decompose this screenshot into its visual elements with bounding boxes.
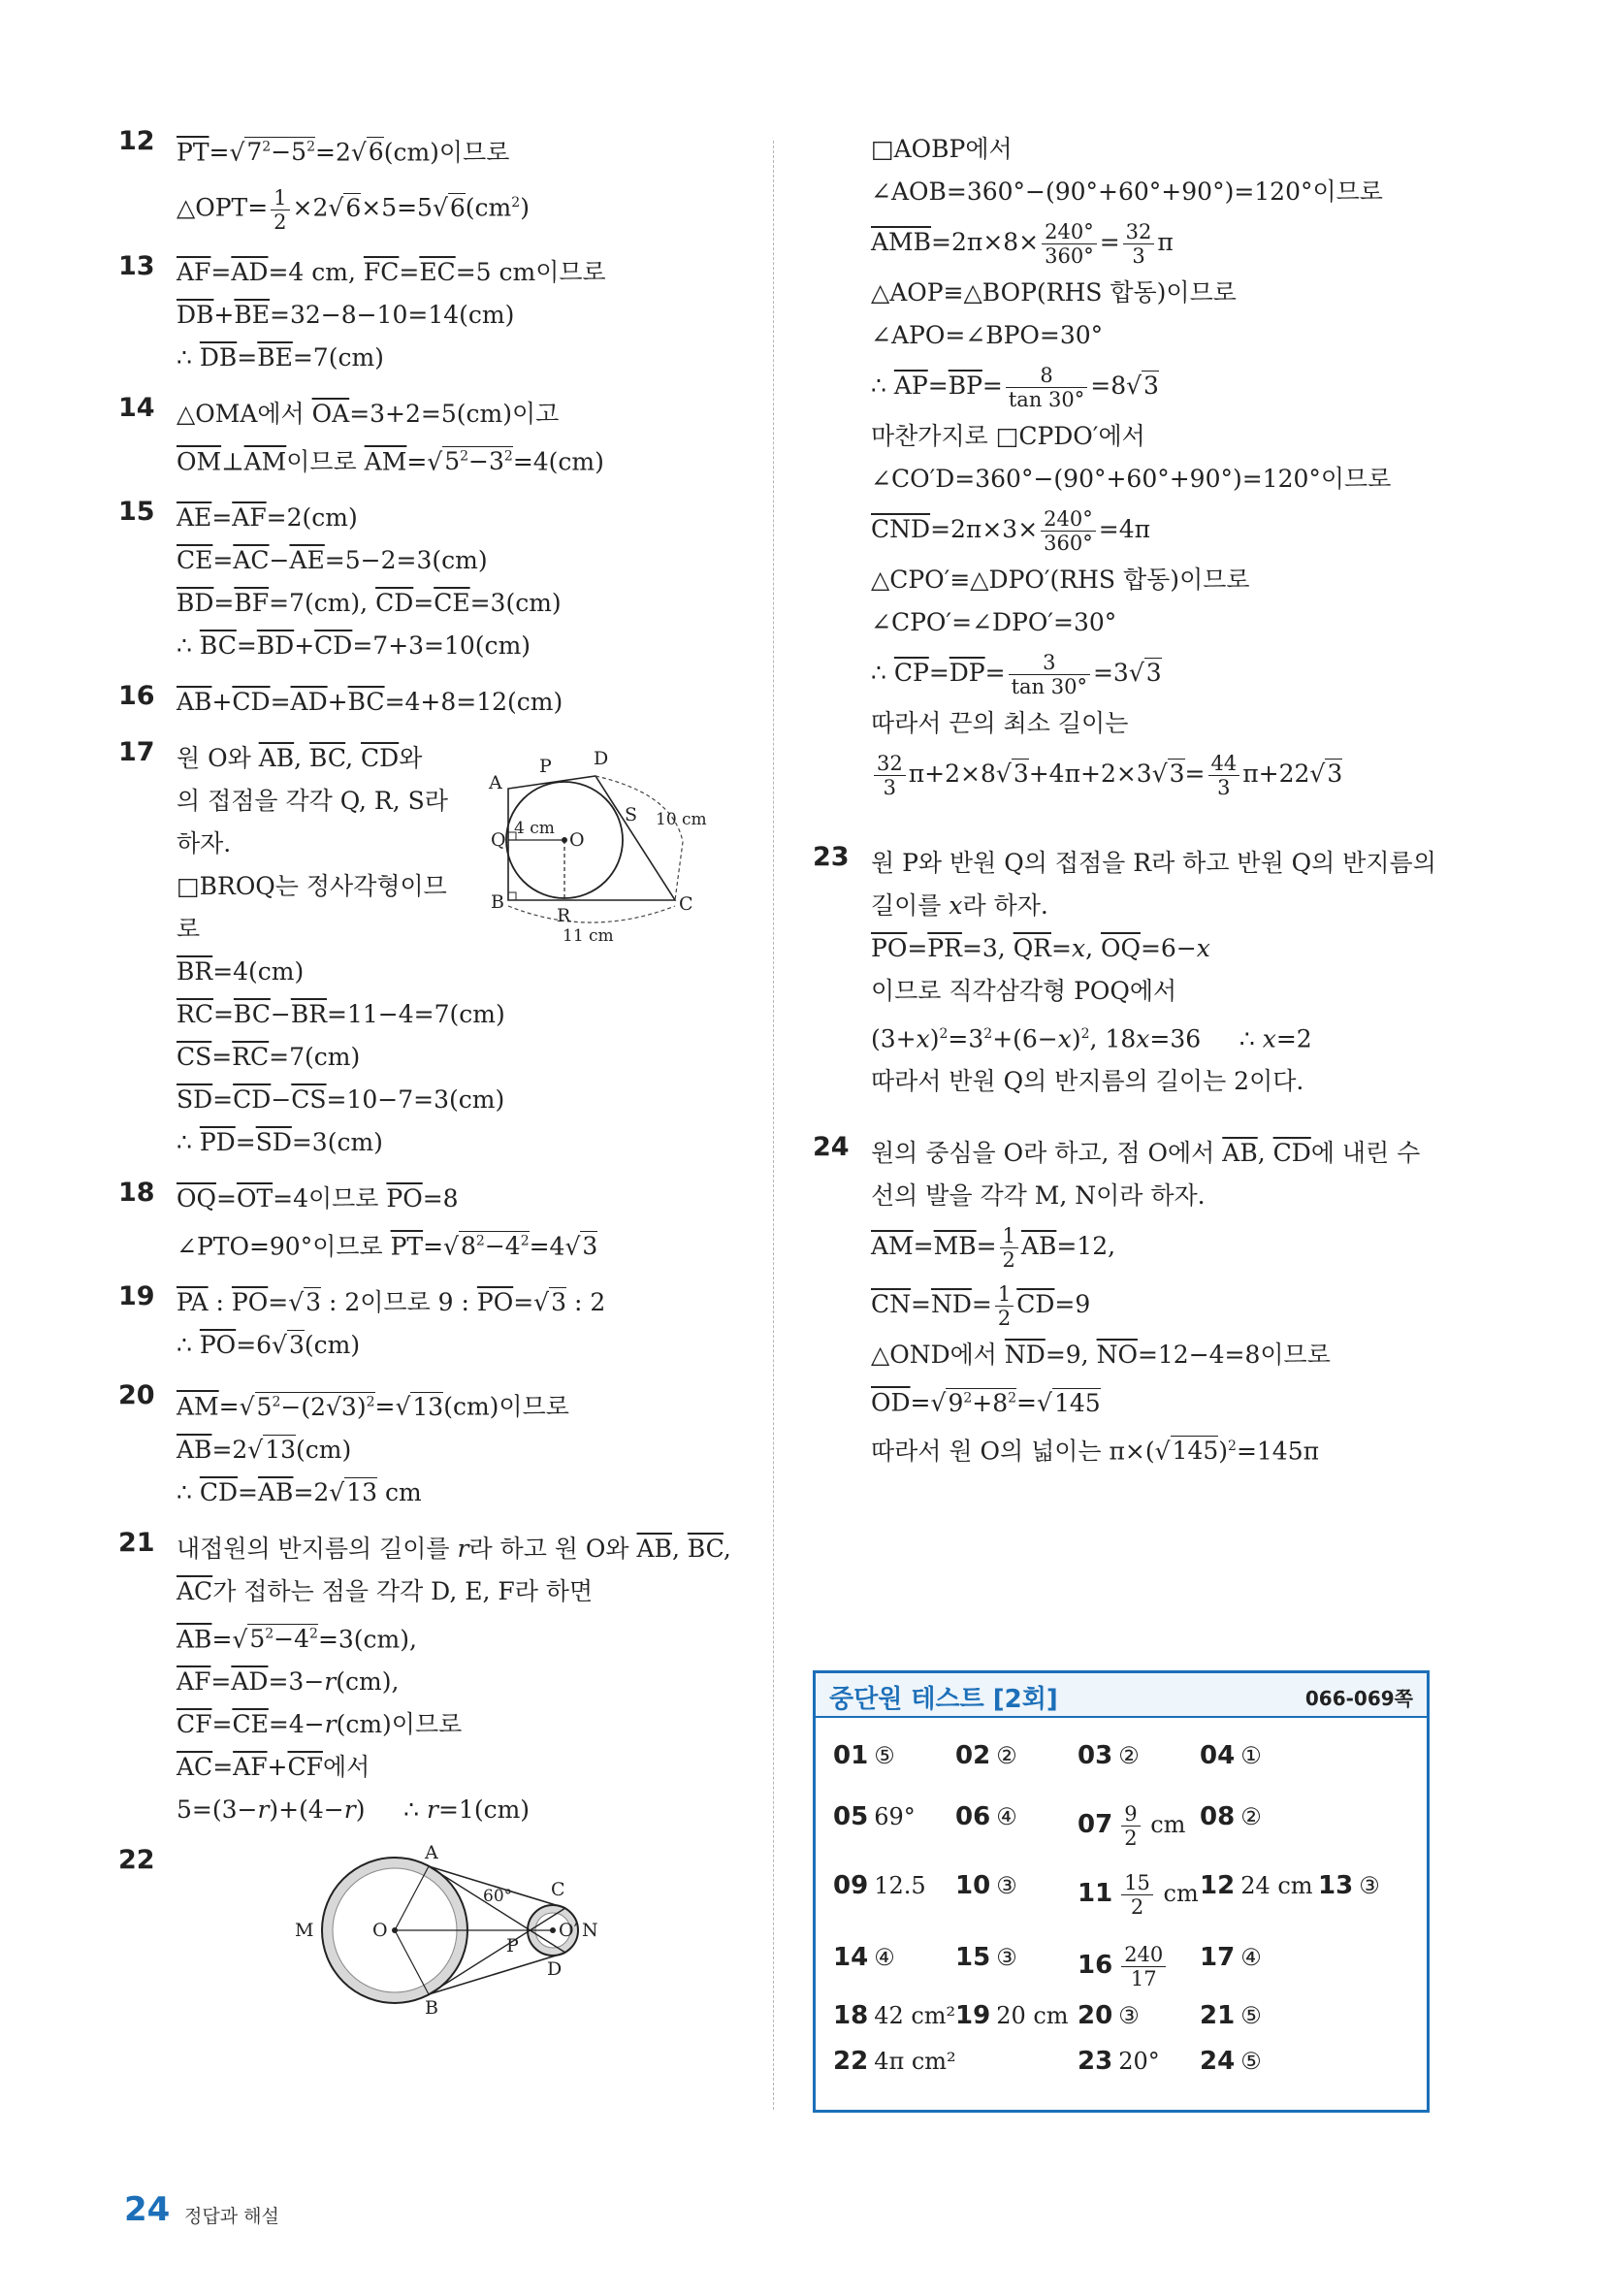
solution-line: ∴ $\overline{PD}=\overline{SD}=3(cm)$ [177, 1127, 383, 1156]
solution-line: ∴ $\overline{CP}=\overline{DP}=$ $\frac{3}{\tan 30^\circ}$ =3√3 [871, 651, 1162, 698]
solution-line: △OMA에서 $\overline{OA}=3+2=5(cm)$이고 [177, 399, 560, 428]
fig-label-d: D [547, 1957, 563, 1980]
fig-label-m: M [295, 1919, 314, 1941]
answer-number: 19 [955, 2001, 991, 2030]
solution-line: $(3+x)^2=3^2+(6-x)^2$, 18x=36 ∴ x=2 [871, 1024, 1312, 1053]
answer-item [955, 1802, 1017, 1831]
solution-line: $\overline{AM}=\overline{MB}=$ $\frac{1}{2}$ $\overline{AB}=12$, [871, 1224, 1116, 1273]
answer-number: 14 [833, 1943, 869, 1972]
solution-line: $\overline{PO}=\overline{PR}=3$, $\overline{QR}=x$, $\overline{OQ}=6-x$ [871, 934, 1210, 962]
fig-label-o-prime: O′ [559, 1919, 578, 1941]
answer-item [1078, 2001, 1140, 2030]
answer-number: 07 [1078, 1810, 1113, 1839]
problem-number: 14 [118, 392, 155, 423]
solution-line: $\overline{AC}$가 접하는 점을 각각 D, E, F라 하면 [177, 1576, 594, 1605]
solution-line: $\overline{AE}=\overline{AF}=2(cm)$ [177, 502, 358, 532]
answer-number: 13 [1318, 1871, 1354, 1900]
fig-label-s: S [625, 803, 638, 825]
problem-number: 19 [118, 1281, 155, 1312]
problem-number: 24 [813, 1132, 850, 1163]
fig-label-b: B [425, 1996, 438, 2019]
answer-number: 11 [1078, 1879, 1113, 1908]
test-title: 중단원 테스트 [2회] [829, 1685, 1058, 1714]
answer-item [1078, 1871, 1199, 1919]
solution-line: $\overline{RC}=\overline{BC}-\overline{BR}=11-4=7(cm)$ [177, 999, 505, 1028]
solution-line: $\overline{CE}=\overline{AC}-\overline{AE}=5-2=3(cm)$ [177, 545, 488, 574]
answer-number: 05 [833, 1802, 869, 1831]
answer-number: 03 [1078, 1741, 1113, 1770]
fig-label-q: Q [491, 828, 506, 851]
solution-22 [118, 1841, 739, 2020]
problem-number: 22 [118, 1844, 155, 1875]
answer-item [1200, 1802, 1262, 1831]
fig-label-o: O [372, 1919, 388, 1941]
solution-line: 따라서 반원 Q의 반지름의 길이는 2이다. [871, 1067, 1304, 1096]
fig-label-base: 11 cm [563, 925, 614, 946]
answer-value: ⑤ [874, 1742, 895, 1769]
fig-label-p: P [539, 755, 552, 777]
solution-line: 로 [177, 914, 201, 943]
problem-number: 16 [118, 680, 155, 711]
answer-number: 17 [1200, 1943, 1236, 1972]
solution-line: $\overline{AF}=\overline{AD}=4$ cm, $\overline{FC}=\overline{EC}=5$ cm이므로 [177, 257, 606, 286]
answer-number: 06 [955, 1802, 991, 1831]
solution-line: $\overline{CND}=2\pi\times 3\times$ $\frac{240^\circ}{360^\circ}$ =4π [871, 507, 1151, 555]
solution-line: 선의 발을 각각 M, N이라 하자. [871, 1181, 1206, 1211]
solution-line: 하자. [177, 828, 232, 857]
solution-line: 원 P와 반원 Q의 접점을 R라 하고 반원 Q의 반지름의 [871, 849, 1436, 877]
fig-label-radius: 4 cm [514, 818, 555, 838]
solution-line: △AOP≡△BOP(RHS 합동)이므로 [871, 278, 1237, 307]
fig-label-r: R [557, 904, 571, 926]
fig-label-n: N [582, 1919, 598, 1941]
solution-line: 따라서 원 O의 넓이는 $\pi\times(√145)^2=145\pi$ [871, 1436, 1320, 1465]
problem-number: 12 [118, 126, 155, 156]
solution-line: $\overline{PA}$ : $\overline{PO}=√3$ : 2이므로 9 : $\overline{PO}=√3$ : 2 [177, 1288, 606, 1317]
answer-item [1078, 1741, 1140, 1770]
problem-number: 18 [118, 1177, 155, 1208]
answer-number: 16 [1078, 1951, 1113, 1980]
solution-line: ∴ $\overline{AP}=\overline{BP}=$ $\frac{8}{\tan 30^\circ}$ =8√3 [871, 364, 1159, 411]
solution-line: $\overline{SD}=\overline{CD}-\overline{CS}=10-7=3(cm)$ [177, 1084, 505, 1114]
answer-value: $\frac{9}{2}$ cm [1118, 1811, 1185, 1838]
solution-line: ∠APO=∠BPO=30° [871, 321, 1104, 349]
answer-value: 24 cm [1240, 1872, 1313, 1899]
solution-17 [118, 737, 739, 1164]
solution-line: ∴ $\overline{BC}=\overline{BD}+\overline{CD}=7+3=10(cm)$ [177, 631, 531, 660]
solution-20 [118, 1380, 739, 1513]
solution-line: 내접원의 반지름의 길이를 r라 하고 원 O와 $\overline{AB}$, $\overline{BC}$, [177, 1534, 731, 1563]
solution-line: 의 접점을 각각 Q, R, S라 [177, 786, 448, 815]
answer-value: ⑤ [1240, 2048, 1262, 2075]
solution-line: $\overline{AB}=2√13(cm)$ [177, 1435, 352, 1464]
solution-18 [118, 1178, 739, 1268]
solution-line: ∴ $\overline{PO}=6√3(cm)$ [177, 1331, 361, 1360]
solution-line: 원의 중심을 O라 하고, 점 O에서 $\overline{AB}$, $\overline{CD}$에 내린 수 [871, 1139, 1421, 1168]
answer-item [1078, 2047, 1160, 2076]
answer-number: 02 [955, 1741, 991, 1770]
right-column [813, 128, 1436, 1472]
answer-value: ① [1240, 1742, 1262, 1769]
solution-line: $\overline{AF}=\overline{AD}=3-r(cm)$, [177, 1666, 400, 1696]
solution-line: ∠CO′D=360°−(90°+60°+90°)=120°이므로 [871, 465, 1392, 493]
solution-line: 길이를 x라 하자. [871, 891, 1048, 920]
solution-line: △OND에서 $\overline{ND}=9$, $\overline{NO}=12-4=8$이므로 [871, 1341, 1331, 1370]
fig-label-a: A [425, 1841, 438, 1863]
answer-item [955, 2001, 1069, 2030]
fig-label-d: D [594, 747, 609, 769]
answer-value: ③ [996, 1872, 1017, 1899]
answer-value: ⑤ [1240, 2002, 1262, 2029]
answer-value: 20° [1118, 2048, 1160, 2075]
solution-line: $\overline{AMB}=2\pi\times 8\times$ $\frac{240^\circ}{360^\circ}$ = $\frac{32}{3}$ π [871, 220, 1174, 268]
answer-item [1078, 1802, 1185, 1850]
fig-label-o: O [569, 828, 585, 851]
answer-value: 12.5 [874, 1872, 926, 1899]
answer-number: 12 [1200, 1871, 1236, 1900]
solution-line: ∠PTO=90°이므로 $\overline{PT}=√8^2-4^2=4√3$ [177, 1232, 598, 1261]
answer-item [955, 1871, 1017, 1900]
solution-line: 마찬가지로 □CPDO′에서 [871, 422, 1145, 450]
solution-14 [118, 393, 739, 483]
answer-item [1200, 2001, 1262, 2030]
solution-19 [118, 1281, 739, 1367]
answer-item [833, 1741, 895, 1770]
answer-item [833, 1802, 916, 1831]
problem-number: 21 [118, 1527, 155, 1558]
answer-number: 22 [833, 2047, 869, 2076]
left-column [118, 126, 739, 2020]
problem-number: 20 [118, 1380, 155, 1411]
solution-13 [118, 251, 739, 379]
fig-label-p: P [506, 1934, 519, 1956]
problem-number: 13 [118, 250, 155, 281]
solution-line: ∴ $\overline{CD}=\overline{AB}=2√13$ cm [177, 1477, 422, 1506]
answer-item [833, 2001, 955, 2030]
figure-22-belt-circles [295, 1841, 603, 2019]
answer-value: 4π cm² [874, 2048, 956, 2075]
answer-value: ③ [1118, 2002, 1140, 2029]
answer-value: ④ [996, 1803, 1017, 1830]
solution-21 [118, 1528, 739, 1831]
solution-line: 원 O와 $\overline{AB}$, $\overline{BC}$, $\overline{CD}$와 [177, 743, 423, 772]
solution-22-continued [813, 128, 1433, 803]
unit-test-answer-box [813, 1670, 1430, 2113]
fig-label-a: A [489, 771, 502, 793]
solution-line: $\overline{CS}=\overline{RC}=7(cm)$ [177, 1042, 361, 1071]
solution-12 [118, 126, 739, 238]
test-page-range: 066-069쪽 [1304, 1687, 1413, 1710]
answer-item [1200, 1871, 1313, 1900]
answer-number: 10 [955, 1871, 991, 1900]
answer-value: ② [1240, 1803, 1262, 1830]
solution-line: ∠AOB=360°−(90°+60°+90°)=120°이므로 [871, 178, 1383, 206]
solution-line: ∠CPO′=∠DPO′=30° [871, 608, 1117, 636]
answer-item [1318, 1871, 1380, 1900]
solution-line: $\overline{AB}=√5^2-4^2=3(cm)$, [177, 1624, 417, 1653]
page-footer-title: 정답과 해설 [184, 2206, 279, 2227]
solution-16 [118, 681, 739, 724]
answer-number: 04 [1200, 1741, 1236, 1770]
problem-number: 23 [813, 842, 850, 872]
answer-item [1200, 1943, 1262, 1972]
answer-item [1200, 1741, 1262, 1770]
answer-number: 01 [833, 1741, 869, 1770]
answer-number: 23 [1078, 2047, 1113, 2076]
solution-line: $\overline{AM}=√5^2-(2√3)^2=√13(cm)$이므로 [177, 1392, 569, 1421]
answer-value: $\frac{15}{2}$ cm [1118, 1880, 1199, 1907]
column-divider [773, 141, 774, 2110]
answer-item [1200, 2047, 1262, 2076]
answer-value: $\frac{240}{17}$ [1118, 1952, 1169, 1979]
page-number: 24 [124, 2190, 171, 2229]
answer-number: 21 [1200, 2001, 1236, 2030]
solution-line: ∴ $\overline{DB}=\overline{BE}=7(cm)$ [177, 342, 384, 372]
solution-line: $\overline{OM}\perp\overline{AM}$이므로 $\overline{AM}=√5^2-3^2=4(cm)$ [177, 446, 604, 475]
solution-24 [813, 1132, 1433, 1472]
answer-number: 09 [833, 1871, 869, 1900]
answer-value: ④ [874, 1944, 895, 1971]
solution-line: $\frac{32}{3}$ π+2×8√3+4π+2×3√3= $\frac{44}{3}$ π+22√3 [871, 745, 1433, 803]
test-header [816, 1673, 1427, 1718]
solution-line: $\overline{CN}=\overline{ND}=$ $\frac{1}{2}$ $\overline{CD}=9$ [871, 1282, 1091, 1331]
fig-label-c: C [679, 892, 693, 915]
answer-item [833, 2047, 956, 2076]
solution-15 [118, 497, 739, 667]
problem-number: 17 [118, 736, 155, 767]
fig-label-angle: 60° [483, 1886, 513, 1906]
answer-value: 20 cm [996, 2002, 1069, 2029]
solution-line: □AOBP에서 [871, 135, 1013, 163]
solution-line: $\overline{DB}+\overline{BE}=32-8-10=14(cm)$ [177, 300, 515, 329]
solution-line: △CPO′≡△DPO′(RHS 합동)이므로 [871, 566, 1250, 594]
answer-value: 42 cm² [874, 2002, 956, 2029]
answer-item [955, 1741, 1017, 1770]
solution-line: $\overline{CF}=\overline{CE}=4-r(cm)$이므로 [177, 1709, 463, 1738]
solution-line: □BROQ는 정사각형이므 [177, 871, 447, 900]
solution-line: $\overline{OD}=√9^2+8^2=√145$ [871, 1388, 1101, 1417]
answer-value: ④ [1240, 1944, 1262, 1971]
fig-label-c: C [551, 1878, 565, 1900]
answer-number: 18 [833, 2001, 869, 2030]
answer-number: 15 [955, 1943, 991, 1972]
answer-value: ② [1118, 1742, 1140, 1769]
figure-17-tangent-quadrilateral [479, 735, 731, 958]
answer-item [833, 1943, 895, 1972]
solution-line: $\overline{PT}=√7^2-5^2=2√6(cm)$이므로 [177, 138, 510, 167]
fig-label-side: 10 cm [656, 809, 707, 829]
solution-23 [813, 842, 1436, 1103]
answer-value: 69° [874, 1803, 916, 1830]
answer-number: 24 [1200, 2047, 1236, 2076]
solution-line: 5=(3−r)+(4−r) ∴ r=1(cm) [177, 1795, 531, 1824]
solution-line: 따라서 끈의 최소 길이는 [871, 709, 1129, 737]
answer-item [955, 1943, 1017, 1972]
answer-number: 20 [1078, 2001, 1113, 2030]
solution-line: $\overline{BR}=4(cm)$ [177, 956, 305, 986]
solution-line: $\overline{BD}=\overline{BF}=7(cm)$, $\overline{CD}=\overline{CE}=3(cm)$ [177, 588, 562, 617]
problem-number: 15 [118, 496, 155, 527]
answer-number: 08 [1200, 1802, 1236, 1831]
answer-item [833, 1871, 926, 1900]
answer-item [1078, 1943, 1169, 1990]
answer-value: ② [996, 1742, 1017, 1769]
fig-label-b: B [491, 890, 504, 913]
solution-line: △OPT= $\frac{1}{2}$ $\times 2√6\times 5=5√6(cm^2)$ [177, 185, 530, 234]
answer-value: ③ [1359, 1872, 1380, 1899]
solution-line: $\overline{OQ}=\overline{OT}=4$이므로 $\overline{PO}=8$ [177, 1183, 459, 1213]
answer-value: ③ [996, 1944, 1017, 1971]
solution-line: $\overline{AB}+\overline{CD}=\overline{AD}+\overline{BC}=4+8=12(cm)$ [177, 687, 563, 716]
solution-line: $\overline{AC}=\overline{AF}+\overline{CF}$에서 [177, 1752, 370, 1781]
solution-line: 이므로 직각삼각형 POQ에서 [871, 977, 1177, 1005]
